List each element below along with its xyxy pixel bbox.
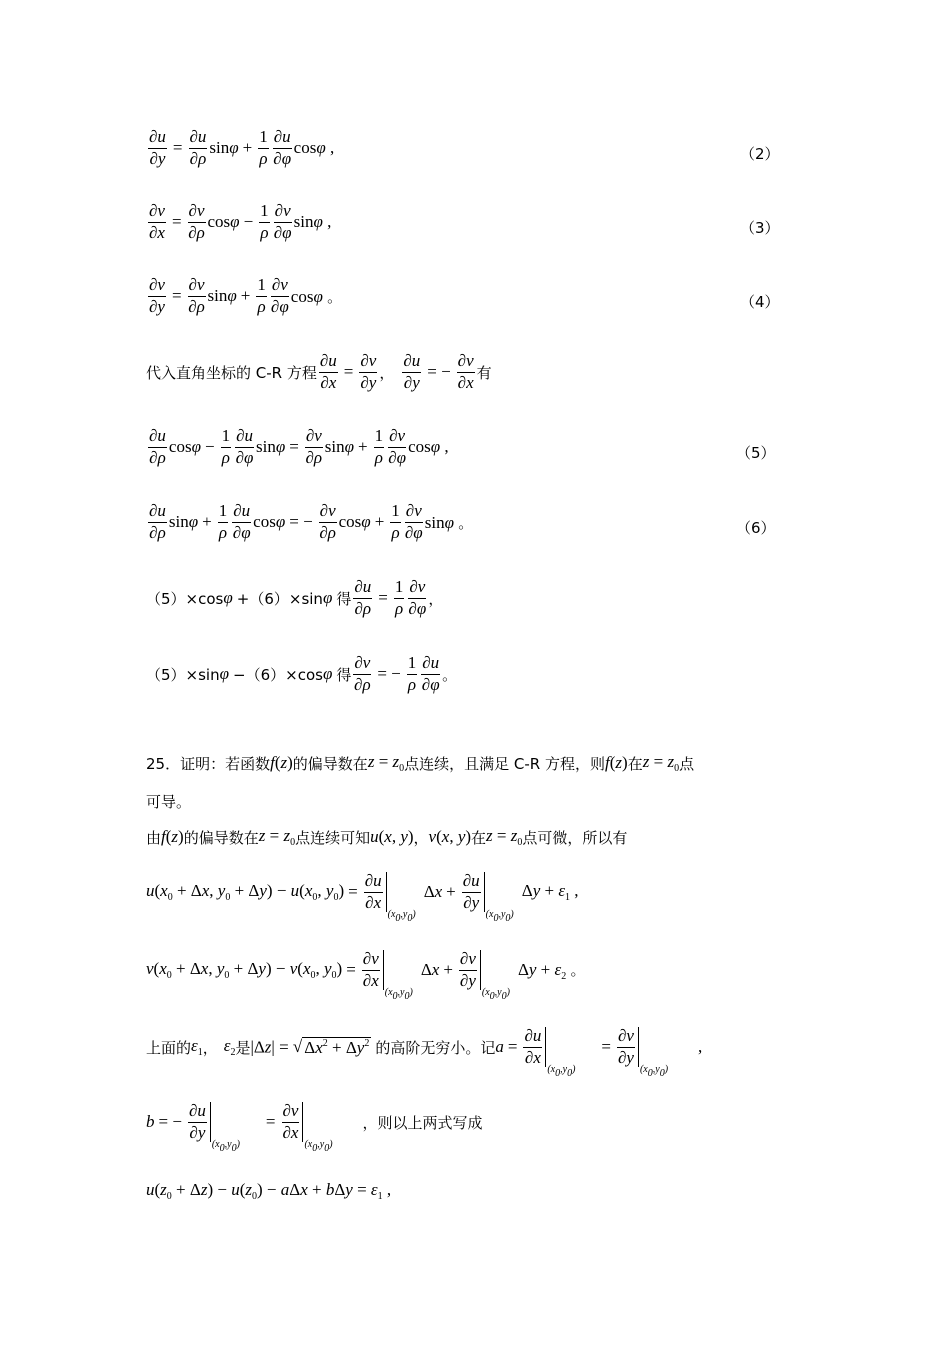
equation-u-differential: $u(x_0 + \Delta x$, $y_0 + \Delta y) - u(x_0$, $y_0$) = $\frac{\partial u}{\partial x}$ (x0,y0) Δx + $\frac{\partial u}{\partial y}$ (x0,y0) $\Delta y + \varepsilon_1$ , bbox=[146, 871, 579, 925]
problem-25-statement-cont: 可导。 bbox=[146, 793, 192, 811]
equation-number-5: （5） bbox=[736, 444, 776, 462]
proof-line-b: b = − $\frac{\partial u}{\partial y}$ (x0,y0) = $\frac{\partial v}{\partial x}$ (x0,y0) ，则以上两式写成 bbox=[146, 1101, 483, 1155]
cr-substitution-line: 代入直角坐标的 C-R 方程 $\frac{\partial u}{\partial x}$ = $\frac{\partial v}{\partial y}$ ， $\frac{\partial u}{\partial y}$ = − $\frac{\partial v}{\partial x}$ 有 bbox=[146, 351, 492, 392]
proof-line-1: 由 f(z) 的偏导数在 $z = z_0$ 点连续可知 u(x, y) ， v(x, y) 在 $z = z_0$ 点可微，所以有 bbox=[146, 826, 628, 848]
equation-v-differential: $v(x_0 + \Delta x$, $y_0 + \Delta y) - v(x_0$, $y_0$) = $\frac{\partial v}{\partial x}$ (x0,y0) Δx + $\frac{\partial v}{\partial y}$ (x0,y0) $\Delta y + \varepsilon_2$ 。 bbox=[146, 949, 586, 1003]
text-substitute: 代入直角坐标的 C-R 方程 bbox=[146, 363, 317, 382]
equation-6: $\frac{\partial u}{\partial\rho}$ sinφ + $\frac{1}{\rho}$ $\frac{\partial u}{\partial\varphi}$ cosφ = − $\frac{\partial v}{\partial\rho}$ cosφ + $\frac{1}{\rho}$ $\frac{\partial v}{\partial\varphi}$ sinφ 。 bbox=[149, 501, 474, 542]
combination-line-1: （5）×cos φ +（6）×sin φ 得 $\frac{\partial u}{\partial\rho}$ = $\frac{1}{\rho}$ $\frac{\partial v}{\partial\varphi}$ ， bbox=[146, 577, 444, 618]
equation-3: $\frac{\partial v}{\partial x}$ = $\frac{\partial v}{\partial\rho}$ cosφ − $\frac{1}{\rho}$ $\frac{\partial v}{\partial\varphi}$ sinφ , bbox=[149, 201, 332, 242]
equation-5: $\frac{\partial u}{\partial\rho}$ cosφ − $\frac{1}{\rho}$ $\frac{\partial u}{\partial\varphi}$ sinφ = $\frac{\partial v}{\partial\rho}$ sinφ + $\frac{1}{\rho}$ $\frac{\partial v}{\partial\varphi}$ cosφ , bbox=[149, 426, 449, 467]
equation-4: $\frac{\partial v}{\partial y}$ = $\frac{\partial v}{\partial\rho}$ sinφ + $\frac{1}{\rho}$ $\frac{\partial v}{\partial\varphi}$ cosφ 。 bbox=[149, 275, 343, 316]
equation-number-3: （3） bbox=[740, 219, 780, 237]
equation-number-4: （4） bbox=[740, 293, 780, 311]
equation-2: $\frac{\partial u}{\partial y}$ = $\frac{\partial u}{\partial\rho}$ sinφ + $\frac{1}{\rho}$ $\frac{\partial u}{\partial\varphi}$ cosφ , bbox=[149, 127, 335, 168]
combination-line-2: （5）×sin φ −（6）×cos φ 得 $\frac{\partial v}{\partial\rho}$ = − $\frac{1}{\rho}$ $\frac{\partial u}{\partial\varphi}$ 。 bbox=[146, 653, 458, 694]
equation-number-6: （6） bbox=[736, 519, 776, 537]
problem-25-statement: 25．证明：若函数 f(z) 的偏导数在 $z = z_0$ 点连续，且满足 C-R 方程，则 f(z) 在 $z = z_0$ 点 bbox=[146, 752, 695, 774]
equation-number-2: （2） bbox=[740, 145, 780, 163]
proof-line-epsilon: 上面的 $\varepsilon_1$ ， $\varepsilon_2$ 是 |Δz| = √ $\Delta x^2 + \Delta y^2$ 的高阶无穷小。记 a = $\frac{\partial u}{\partial x}$ (x0,y0) = $\frac{\partial v}{\partial y}$ (x0,y0) , bbox=[146, 1026, 703, 1080]
equation-final: $u(z_0 + \Delta z) - u(z_0) - a\Delta x + b\Delta y = \varepsilon_1$ , bbox=[146, 1180, 392, 1202]
